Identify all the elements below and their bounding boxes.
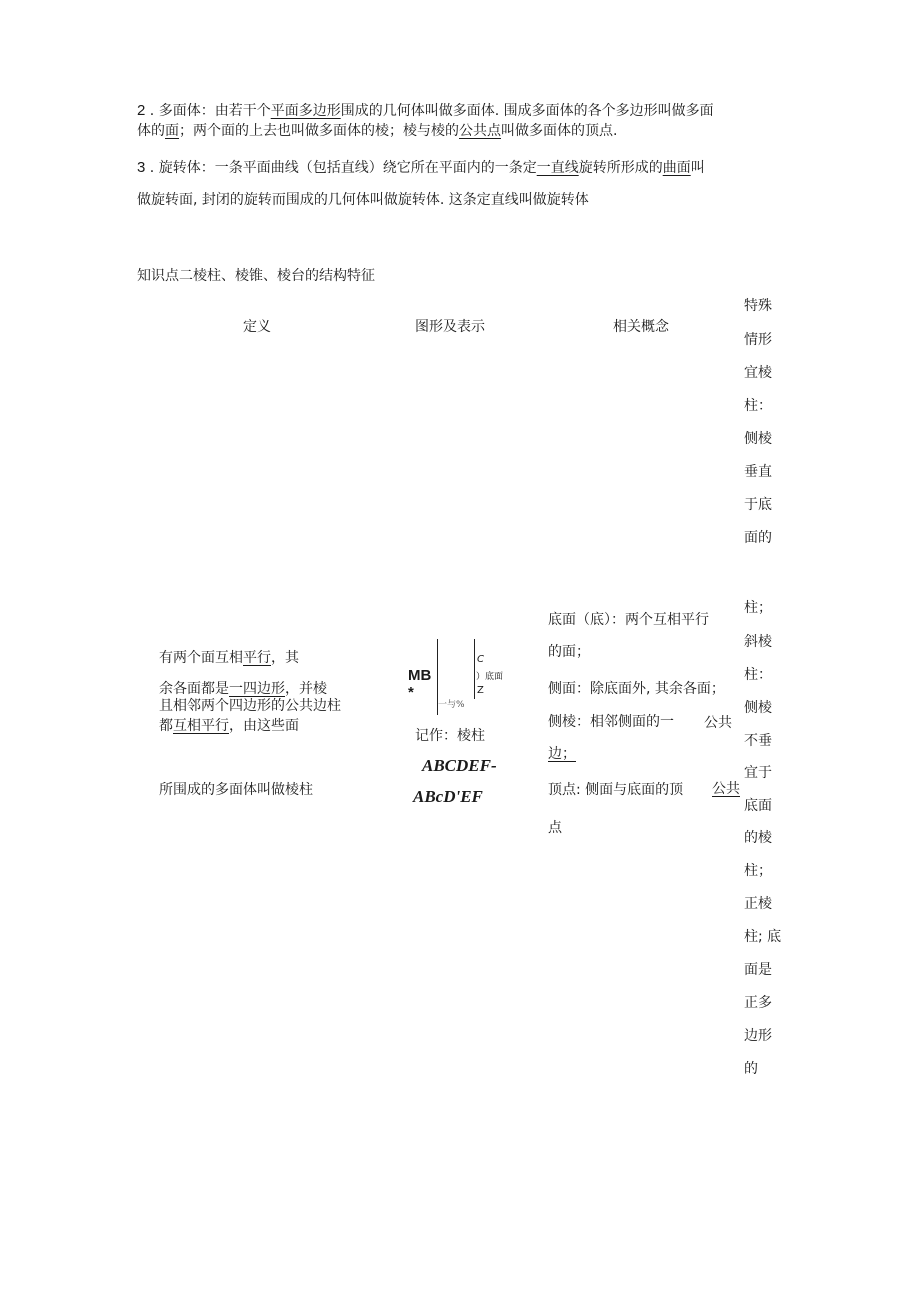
- special-line: 柱; 底: [744, 929, 782, 945]
- special-line: 的棱: [744, 830, 772, 846]
- special-line: 面的: [744, 530, 772, 546]
- header-special: 特殊: [744, 298, 772, 314]
- figure-label-small: 一与%: [438, 700, 465, 710]
- text-run: ，并棱: [285, 681, 327, 697]
- concept-line-2: 的面；: [548, 644, 590, 660]
- text-run: 都: [159, 718, 173, 734]
- text-run: 做旋转面, 封闭的旋转而围成的几何体叫做旋转体. 这条定直线叫做旋转体: [137, 192, 589, 208]
- special-line: 宜于: [744, 765, 772, 781]
- underlined-term: 一四边形: [229, 681, 285, 697]
- special-line: 柱；: [744, 600, 772, 616]
- concept-line-4-right: 公共: [704, 715, 732, 731]
- special-line: 正棱: [744, 896, 772, 912]
- special-line: 柱；: [744, 863, 772, 879]
- figure-label-mb: MB: [408, 667, 432, 684]
- item-number: 3: [137, 159, 146, 176]
- concept-line-6: 顶点: 侧面与底面的顶: [548, 782, 684, 798]
- special-line: 边形: [744, 1028, 772, 1044]
- concept-line-3: 侧面：除底面外, 其余各面；: [548, 681, 725, 697]
- special-line: 侧棱: [744, 700, 772, 716]
- text-run: 体的: [137, 123, 165, 139]
- figure-notation: 记作：棱柱: [415, 728, 485, 744]
- concept-line-7: 点: [548, 820, 562, 836]
- figure-edge-right: [474, 639, 475, 699]
- text-run: ，其: [271, 650, 299, 666]
- definition-line-3: 且相邻两个四边形的公共边柱: [159, 698, 341, 714]
- header-figure: 图形及表示: [415, 319, 485, 335]
- text-run: 有两个面互相: [159, 650, 243, 666]
- figure-label-z: Z: [477, 685, 484, 696]
- definition-line-2: [159, 680, 327, 698]
- definition-line-4: [159, 717, 299, 735]
- special-line: 宜棱: [744, 365, 772, 381]
- item-2-line-2: [137, 122, 617, 140]
- special-line: 面是: [744, 962, 772, 978]
- concept-line-5: 边；: [548, 746, 576, 762]
- special-line: 柱：: [744, 667, 772, 683]
- figure-name-1: ABCDEF-: [422, 756, 497, 775]
- underlined-term: 一直线: [536, 160, 579, 176]
- special-line: 柱：: [744, 398, 772, 414]
- special-cases-column: [744, 0, 790, 1301]
- text-run: 叫: [690, 160, 705, 176]
- special-line: 不垂: [744, 733, 772, 749]
- text-run: ，由这些面: [229, 718, 299, 734]
- item-number: 2: [137, 102, 146, 119]
- text-run: 余各面都是: [159, 681, 229, 697]
- text-run: . 旋转体：一条平面曲线（包括直线）绕它所在平面内的一条定: [149, 160, 537, 176]
- figure-name-2: ABcD'EF: [413, 787, 483, 806]
- special-line: 正多: [744, 995, 772, 1011]
- special-line: 斜棱: [744, 634, 772, 650]
- underlined-term: 互相平行: [173, 718, 229, 734]
- item-2-line-1: [137, 102, 714, 120]
- special-line: 侧棱: [744, 431, 772, 447]
- figure-label-c: C: [477, 654, 484, 665]
- text-run: 叫做多面体的顶点.: [501, 123, 618, 139]
- text-run: . 多面体：由若干个: [149, 103, 271, 119]
- underlined-term: 公共点: [459, 123, 501, 139]
- text-run: 旋转所形成的: [578, 160, 663, 176]
- figure-label-star: *: [408, 684, 414, 701]
- header-definition: 定义: [243, 319, 271, 335]
- underlined-term: 面: [165, 123, 179, 139]
- underlined-term: 曲面: [662, 160, 691, 176]
- header-concepts: 相关概念: [613, 319, 669, 335]
- text-run: 围成的几何体叫做多面体. 围成多面体的各个多边形叫做多面: [340, 103, 714, 119]
- special-line: 情形: [744, 332, 772, 348]
- figure-label-bottom-face: ）底面: [476, 672, 504, 682]
- section-title: 知识点二棱柱、棱锥、棱台的结构特征: [137, 268, 375, 284]
- underlined-term: 平行: [243, 650, 271, 666]
- special-line: 垂直: [744, 464, 772, 480]
- underlined-term: 平面多边形: [270, 103, 341, 119]
- concept-line-1: 底面（底）：两个互相平行: [548, 612, 709, 628]
- special-line: 底面: [744, 798, 772, 814]
- item-3-line-2: [137, 191, 589, 209]
- text-run: ；两个面的上去也叫做多面体的棱；棱与棱的: [179, 123, 459, 139]
- special-line: 于底: [744, 497, 772, 513]
- item-3-line-1: [137, 159, 705, 177]
- definition-line-5: 所围成的多面体叫做棱柱: [159, 782, 313, 798]
- special-line: 的: [744, 1061, 758, 1077]
- concept-line-4: 侧棱：相邻侧面的一: [548, 714, 674, 730]
- definition-line-1: [159, 649, 299, 667]
- concept-line-6-right: 公共: [712, 781, 740, 797]
